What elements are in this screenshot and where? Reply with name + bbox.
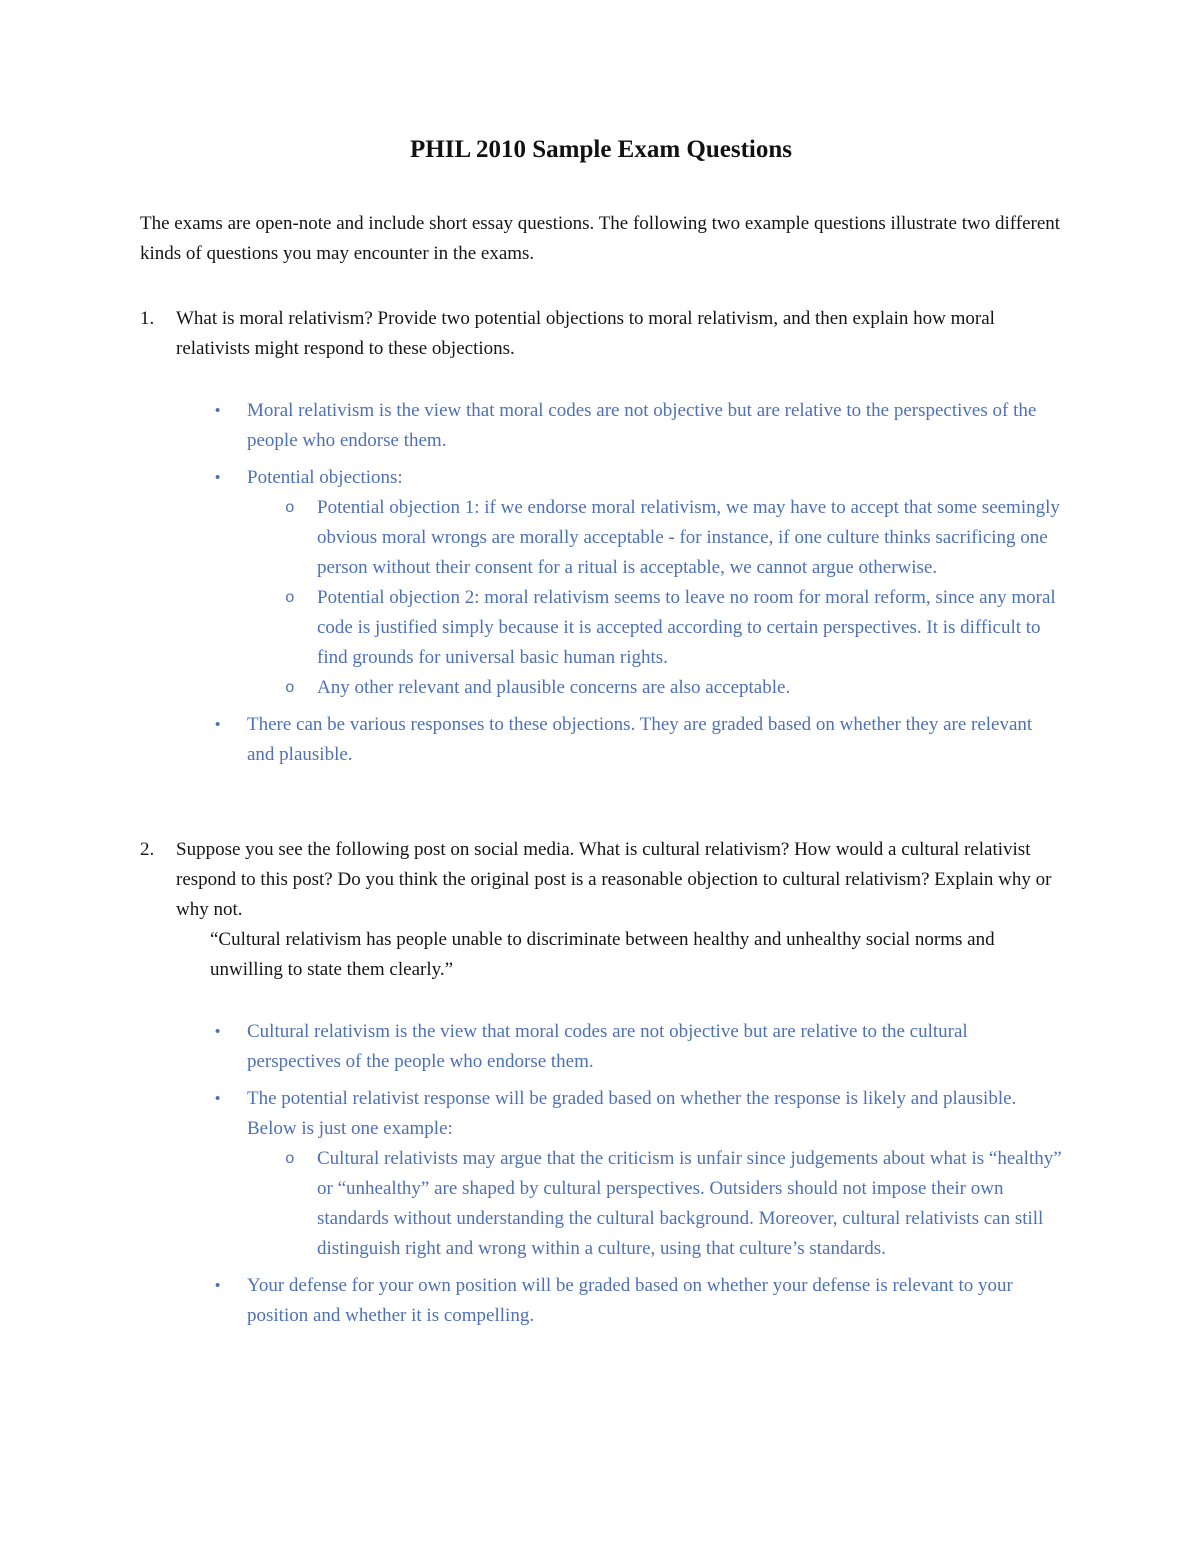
list-item <box>140 1084 1062 1264</box>
sub-bullet-text: Potential objection 2: moral relativism seems to leave no room for moral reform, since any moral code is justified simply because it is accepted according to certain perspectives. It is difficult to find grounds for universal basic human rights. <box>317 587 1056 668</box>
question-2 <box>140 835 1062 925</box>
bullet-icon: • <box>215 1023 221 1040</box>
bullet-text: The potential relativist response will be graded based on whether the response is likely and plausible. Below is just one example: <box>247 1088 1017 1139</box>
circle-bullet-icon: o <box>285 499 295 517</box>
bullet-text: Cultural relativism is the view that moral codes are not objective but are relative to the cultural perspectives of the people who endorse them. <box>247 1021 968 1072</box>
circle-bullet-icon: o <box>285 679 295 697</box>
list-item <box>247 583 1062 673</box>
sub-list <box>247 493 1062 703</box>
sub-bullet-text: Cultural relativists may argue that the criticism is unfair since judgements about what is “healthy” or “unhealthy” are shaped by cultural perspectives. Outsiders should not impose their own standards without understanding the cultural background. Moreover, cultural relativists can still distinguish right and wrong within a culture, using that culture’s standards. <box>317 1148 1062 1259</box>
sub-bullet-text: Potential objection 1: if we endorse moral relativism, we may have to accept that some seemingly obvious moral wrongs are morally acceptable - for instance, if one culture thinks sacrificing one person without their consent for a ritual is acceptable, we cannot argue otherwise. <box>317 497 1060 578</box>
question-2-number: 2. <box>140 839 155 860</box>
list-item <box>140 396 1062 456</box>
intro-paragraph: The exams are open-note and include short essay questions. The following two example questions illustrate two different kinds of questions you may encounter in the exams. <box>140 213 1061 264</box>
list-item <box>140 710 1062 770</box>
bullet-icon: • <box>215 469 221 486</box>
list-item <box>247 673 1062 703</box>
bullet-body <box>247 463 1062 703</box>
bullet-text: Potential objections: <box>247 467 403 488</box>
circle-bullet-icon: o <box>285 1150 295 1168</box>
sub-bullet-text: Any other relevant and plausible concerns are also acceptable. <box>317 677 791 698</box>
bullet-icon: • <box>215 1090 221 1107</box>
question-2-text <box>176 835 1062 925</box>
bullet-body <box>247 1084 1062 1264</box>
question-1-answer-list <box>140 396 1062 770</box>
page-title: PHIL 2010 Sample Exam Questions <box>410 136 792 163</box>
question-2-answer-list <box>140 1017 1062 1331</box>
social-media-quote: “Cultural relativism has people unable to discriminate between healthy and unhealthy social norms and unwilling to state them clearly.” <box>210 929 995 980</box>
bullet-text: Your defense for your own position will be graded based on whether your defense is relevant to your position and whether it is compelling. <box>247 1275 1013 1326</box>
bullet-icon: • <box>215 402 221 419</box>
bullet-text: Moral relativism is the view that moral codes are not objective but are relative to the perspectives of the people who endorse them. <box>247 400 1037 451</box>
bullet-icon: • <box>215 716 221 733</box>
list-item <box>140 463 1062 703</box>
circle-bullet-icon: o <box>285 589 295 607</box>
bullet-icon: • <box>215 1277 221 1294</box>
question-1 <box>140 304 1062 364</box>
list-item <box>140 1017 1062 1077</box>
bullet-text: There can be various responses to these objections. They are graded based on whether they are relevant and plausible. <box>247 714 1033 765</box>
list-item <box>247 1144 1062 1264</box>
list-item <box>140 1271 1062 1331</box>
question-2-prompt: Suppose you see the following post on social media. What is cultural relativism? How would a cultural relativist respond to this post? Do you think the original post is a reasonable objection to cultural relativism? Explain why or why not. <box>176 839 1052 920</box>
sub-list <box>247 1144 1062 1264</box>
list-item <box>247 493 1062 583</box>
question-1-text: What is moral relativism? Provide two potential objections to moral relativism, and then explain how moral relativists might respond to these objections. <box>176 308 995 359</box>
question-1-number: 1. <box>140 308 155 329</box>
